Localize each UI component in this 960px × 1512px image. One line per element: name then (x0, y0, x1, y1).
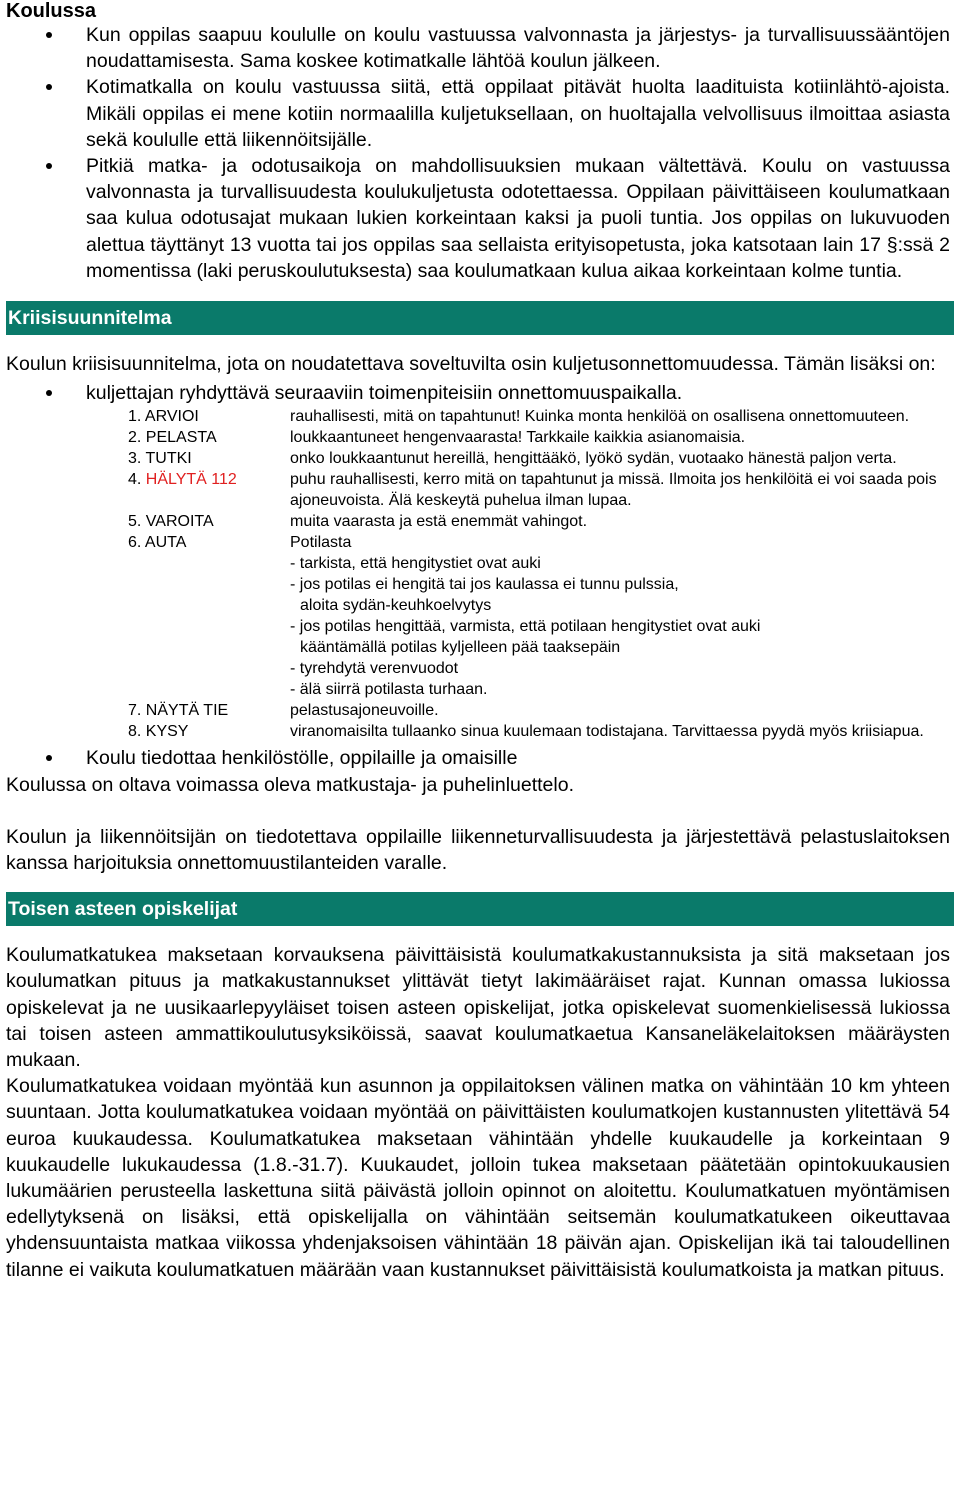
step-row (128, 469, 948, 511)
step-text (290, 532, 948, 700)
list-item: Pitkiä matka- ja odotusaikoja on mahdollisuuksien mukaan vältettävä. Koulu on vastuussa valvonnasta ja turvallisuudesta koulukuljetusta odotettaessa. Oppilaan päivittäiseen koulumatkaan saa kulua odotusajat mukaan lukien korkeintaan kaksi ja puoli tuntia. Jos oppilas on lukuvuoden alettua täyttänyt 13 vuotta tai jos oppilas saa sellaista erityisopetusta, joka katsotaan lain 17 §:ssä 2 momentissa (laki peruskoulutuksesta) saa koulumatkaan kulua aikaa korkeintaan kolme tuntia. (6, 153, 950, 284)
step-row (128, 511, 948, 532)
step-row (128, 700, 948, 721)
step-text: pelastusajoneuvoille. (290, 702, 439, 720)
step-label: 3. TUTKI (128, 450, 192, 468)
step-text: rauhallisesti, mitä on tapahtunut! Kuinka monta henkilöä on osallisena onnettomuuteen. (290, 408, 910, 426)
section-bar-kriisisuunnitelma: Kriisisuunnitelma (6, 301, 954, 335)
paragraph: Koulumatkatukea voidaan myöntää kun asunnon ja oppilaitoksen välinen matka on vähintään 10 km yhteen suuntaan. Jotta koulumatkatukea voidaan myöntää on päivittäisten koulumatkojen kustannusten ylitettävä 54 euroa kuukaudessa. Koulumatkatukea maksetaan vähintään yhdelle kuukaudelle ja korkeintaan 9 kuukaudelle lukukaudessa (1.8.-31.7). Kuukaudet, jolloin tukea maksetaan päätetään opintokuukausien lukumäärien perusteella laskettuna siitä päivästä jolloin opinnot on aloitettu. Koulumatkatuen myöntämisen edellytyksenä on lisäksi, että opiskelijalla on vähintään seitsemän koulumatkatukeen oikeuttavaa yhdensuuntaista matkaa viikossa yhdenjaksoisen vähintään 18 päivän ajan. Opiskelijan ikä tai taloudellinen tilanne ei vaikuta koulumatkatuen määrään vaan kustannukset päivittäisistä koulumatkoista ja matkan pituus. (6, 1075, 950, 1281)
step-row (128, 721, 948, 742)
step-line: kääntämällä potilas kyljelleen pää taaksepäin (300, 639, 621, 657)
alarm-label: HÄLYTÄ 112 (145, 471, 237, 489)
step-line: - älä siirrä potilasta turhaan. (290, 681, 488, 699)
step-label: 8. KYSY (128, 723, 189, 741)
step-text: onko loukkaantunut hereillä, hengittääkö, lyökö sydän, vuotaako hänestä paljon verta. (290, 450, 897, 468)
step-row (128, 448, 948, 469)
step-line: - tyrehdytä verenvuodot (290, 660, 459, 678)
section-bar-toisen-asteen-opiskelijat: Toisen asteen opiskelijat (6, 892, 954, 926)
step-label: 7. NÄYTÄ TIE (128, 702, 229, 720)
step-row (128, 427, 948, 448)
step-text: viranomaisilta tullaanko sinua kuulemaan todistajana. Tarvittaessa pyydä myös kriisiapua. (290, 723, 924, 741)
step-label: 1. ARVIOI (128, 408, 199, 426)
step-row (128, 532, 948, 700)
paragraph: Koulumatkatukea maksetaan korvauksena päivittäisistä koulumatkakustannuksista ja sitä maksetaan jos koulumatkan pituus ja matkakustannukset ylittävät tietyt lakimääräiset rajat. Kunnan omassa lukiossa opiskelevat ja ne uusikaarlepyyläiset toisen asteen opiskelijat, jotka opiskelevat suomenkielisessä lukiossa tai toisen asteen ammattikoulutusyksiköissä, saavat koulumatkaetua Kansaneläkelaitoksen määräysten mukaan. (6, 944, 950, 1072)
step-label: 6. AUTA (128, 534, 187, 552)
step-text: puhu rauhallisesti, kerro mitä on tapahtunut ja missä. Ilmoita jos henkilöitä ei voi saada pois ajoneuvoista. Älä keskeytä puhelua ilman lupaa. (290, 471, 937, 510)
paragraph: Koulussa on oltava voimassa oleva matkustaja- ja puhelinluettelo. (6, 773, 574, 796)
section-heading-koulussa: Koulussa (6, 0, 97, 22)
step-text: loukkaantuneet hengenvaarasta! Tarkkaile kaikkia asianomaisia. (290, 429, 746, 447)
step-line: - tarkista, että hengitystiet ovat auki (290, 555, 541, 573)
list-item: Koulu tiedottaa henkilöstölle, oppilaille ja omaisille (6, 745, 950, 771)
list-item: Kun oppilas saapuu koululle on koulu vastuussa valvonnasta ja järjestys- ja turvallisuussääntöjen noudattamisesta. Sama koskee kotimatkalle lähtöä koulun jälkeen. (6, 22, 950, 74)
step-label (128, 469, 290, 511)
document-page (6, 0, 950, 1283)
step-number: 4. (128, 471, 146, 489)
step-label: 5. VAROITA (128, 513, 214, 531)
step-line: aloita sydän-keuhkoelvytys (300, 597, 492, 615)
step-text: muita vaarasta ja estä enemmät vahingot. (290, 513, 588, 531)
list-item: kuljettajan ryhdyttävä seuraaviin toimenpiteisiin onnettomuuspaikalla. (6, 380, 950, 406)
step-label: 2. PELASTA (128, 429, 217, 447)
first-aid-steps (128, 406, 948, 742)
step-line: - jos potilas ei hengitä tai jos kaulassa ei tunnu pulssia, (290, 576, 679, 594)
step-line: - jos potilas hengittää, varmista, että potilaan hengitystiet ovat auki (290, 618, 761, 636)
paragraph: Koulun ja liikennöitsijän on tiedotettava oppilaille liikenneturvallisuudesta ja järjestettävä pelastuslaitoksen kanssa harjoituksia onnettomuustilanteiden varalle. (6, 825, 950, 875)
paragraph: Koulun kriisisuunnitelma, jota on noudatettava soveltuvilta osin kuljetusonnettomuudessa. Tämän lisäksi on: (6, 353, 936, 376)
step-row (128, 406, 948, 427)
step-line: Potilasta (290, 534, 352, 552)
list-item: Kotimatkalla on koulu vastuussa siitä, että oppilaat pitävät huolta laadituista kotiinlähtö-ajoista. Mikäli oppilas ei mene kotiin normaalilla kuljetuksellaan, on huoltajalla velvollisuus ilmoittaa asiasta sekä koululle että liikennöitsijälle. (6, 74, 950, 153)
